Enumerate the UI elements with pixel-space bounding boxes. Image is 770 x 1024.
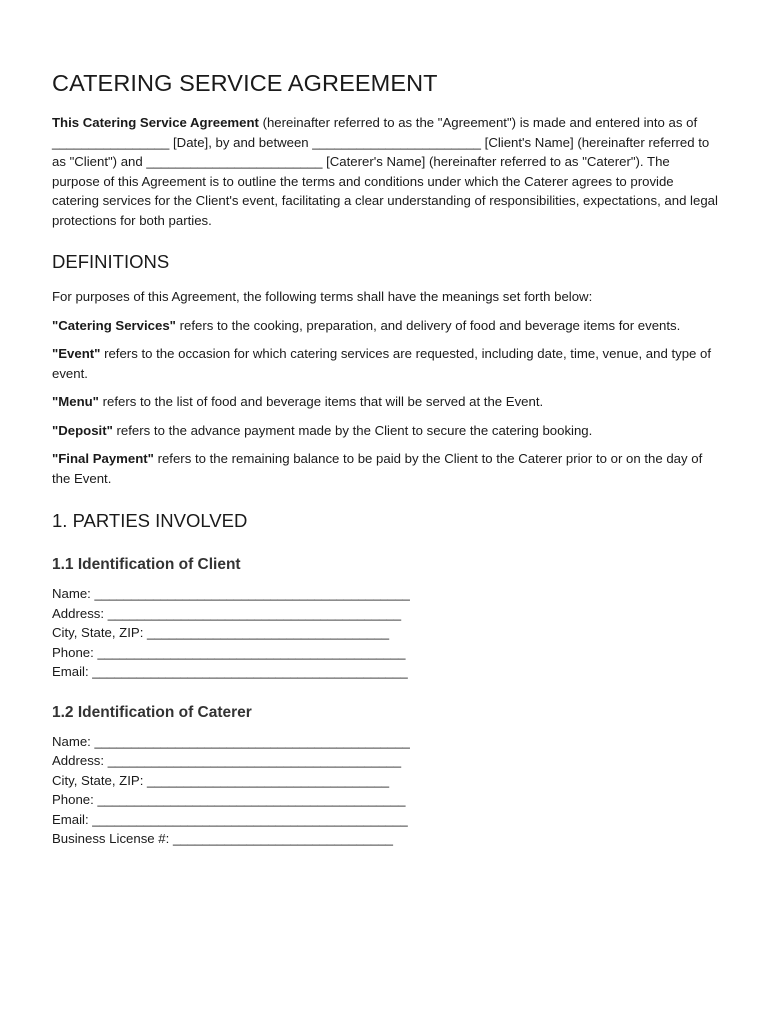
definition-text: refers to the remaining balance to be paid by the Client to the Caterer prior to or on the day of the Event. (52, 451, 703, 486)
definition-text: refers to the cooking, preparation, and delivery of food and beverage items for events. (175, 317, 681, 333)
caterer-fields (52, 732, 720, 849)
document-title: CATERING SERVICE AGREEMENT (52, 70, 438, 96)
definition-term: "Deposit" (52, 422, 113, 438)
caterer-city-state-zip-field[interactable]: City, State, ZIP: _________________________________ (52, 772, 390, 788)
client-address-field[interactable]: Address: ________________________________________ (52, 605, 402, 621)
definitions-intro: For purposes of this Agreement, the following terms shall have the meanings set forth below: (52, 289, 593, 304)
definition-item (52, 316, 720, 336)
client-city-state-zip-field[interactable]: City, State, ZIP: _________________________________ (52, 625, 390, 640)
intro-text: (hereinafter referred to as the "Agreement") is made and entered into as of ________________ [Date], by and between _______________________ [Client's Name] (hereinafter referred to as "Client") and ________________________ [Caterer's Name] (hereinafter referred to as "Caterer"). The purpose of this Agreement is to outline the terms and conditions under which the Caterer agrees to provide catering services for the Client's event, facilitating a clear understanding of responsibilities, expectations, and legal protections for both parties. (52, 115, 718, 228)
definition-term: "Event" (52, 346, 101, 361)
definition-item (52, 421, 720, 441)
caterer-business-license-field[interactable]: Business License #: ______________________________ (52, 831, 393, 846)
client-phone-field[interactable]: Phone: __________________________________________ (52, 644, 406, 660)
document-page (52, 70, 720, 849)
intro-paragraph (52, 113, 720, 230)
definition-term: "Menu" (52, 394, 99, 409)
caterer-address-field[interactable]: Address: ________________________________________ (52, 753, 402, 768)
client-heading: 1.1 Identification of Client (52, 556, 241, 573)
definition-text: refers to the advance payment made by the Client to secure the catering booking. (112, 422, 593, 438)
caterer-email-field[interactable]: Email: ___________________________________________ (52, 811, 408, 827)
client-name-field[interactable]: Name: ___________________________________________ (52, 586, 410, 601)
definition-item (52, 392, 720, 412)
intro-lead: This Catering Service Agreement (52, 115, 259, 130)
definition-item (52, 344, 720, 383)
parties-heading: 1. PARTIES INVOLVED (52, 510, 248, 531)
client-email-field[interactable]: Email: ___________________________________________ (52, 664, 408, 679)
definition-text: refers to the occasion for which catering services are requested, including date, time, venue, and type of event. (52, 346, 712, 381)
caterer-name-field[interactable]: Name: ___________________________________________ (52, 733, 410, 749)
client-fields (52, 584, 720, 682)
caterer-heading: 1.2 Identification of Caterer (52, 703, 252, 721)
definition-term: "Final Payment" (52, 451, 154, 466)
definition-term: "Catering Services" (52, 317, 176, 333)
definitions-heading: DEFINITIONS (52, 251, 170, 272)
definition-item (52, 449, 720, 488)
definition-text: refers to the list of food and beverage items that will be served at the Event. (98, 394, 544, 409)
caterer-phone-field[interactable]: Phone: __________________________________________ (52, 792, 406, 807)
